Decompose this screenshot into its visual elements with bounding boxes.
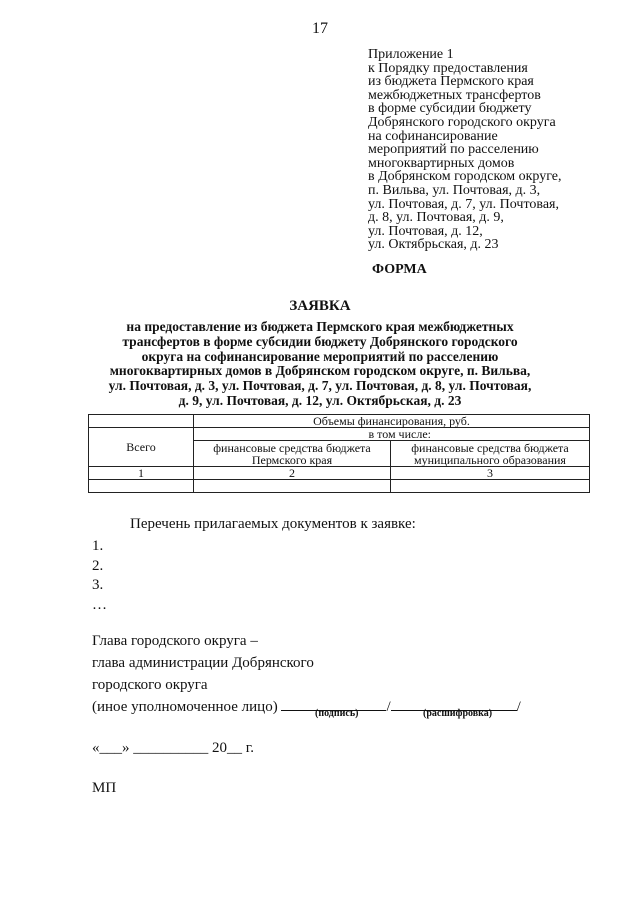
decoding-caption: (расшифровка) (423, 708, 493, 719)
authorized-person-label: (иное уполномоченное лицо) (92, 699, 278, 715)
table-empty-cell (89, 480, 194, 493)
subtitle-line: трансфертов в форме субсидии бюджету Добрянского городского (122, 333, 518, 349)
signatory-title-line: городского округа (92, 677, 208, 693)
appendix-line: д. 8, ул. Почтовая, д. 9, (368, 210, 504, 226)
table-header-main: Объемы финансирования, руб. (194, 415, 590, 428)
date-close-quote: » (122, 740, 130, 756)
document-title: ЗАЯВКА (289, 298, 351, 314)
table-header-total: Всего (89, 428, 194, 467)
table-column-number: 1 (89, 467, 194, 480)
documents-list-title: Перечень прилагаемых документов к заявке: (130, 516, 416, 532)
separator-slash: / (516, 699, 521, 715)
list-item: 2. (92, 557, 104, 574)
separator-slash: / (386, 699, 391, 715)
subtitle-line: округа на софинансирование мероприятий по расселению (141, 348, 499, 364)
appendix-line: ул. Почтовая, д. 12, (368, 223, 483, 239)
appendix-line: в форме субсидии бюджету (368, 101, 532, 117)
date-year-prefix: 20 (212, 740, 227, 756)
signatory-title-line: Глава городского округа – (92, 633, 258, 649)
subtitle-line: ул. Почтовая, д. 3, ул. Почтовая, д. 7, ул. Почтовая, д. 8, ул. Почтовая, (108, 378, 532, 394)
list-item: 1. (92, 538, 104, 554)
signature-caption: (подпись) (315, 708, 359, 719)
appendix-line: межбюджетных трансфертов (368, 87, 541, 103)
table-column-number: 3 (391, 467, 590, 480)
appendix-line: к Порядку предоставления (368, 60, 528, 76)
table-empty-cell (391, 480, 590, 493)
appendix-line: на софинансирование (368, 128, 498, 144)
form-label: ФОРМА (372, 262, 427, 277)
appendix-line: Добрянского городского округа (368, 114, 556, 130)
date-day-blank: ___ (99, 740, 122, 756)
subtitle-line: многоквартирных домов в Добрянском городском округе, п. Вильва, (109, 363, 531, 379)
date-year-suffix: г. (245, 740, 254, 756)
appendix-line: ул. Почтовая, д. 7, ул. Почтовая, (368, 196, 559, 212)
table-header-municipal-funds: финансовые средства бюджета муниципального образования (391, 441, 590, 467)
date-month-blank: __________ (133, 740, 209, 756)
appendix-line: п. Вильва, ул. Почтовая, д. 3, (368, 182, 541, 198)
date-open-quote: « (92, 740, 100, 756)
appendix-line: в Добрянском городском округе, (368, 169, 562, 185)
signature-block (92, 630, 521, 718)
appendix-line: мероприятий по расселению (368, 142, 539, 158)
list-item: … (92, 596, 107, 613)
appendix-line: из бюджета Пермского края (368, 74, 534, 90)
subtitle-line: на предоставление из бюджета Пермского края межбюджетных (126, 319, 514, 334)
document-subtitle (78, 320, 562, 409)
subtitle-line: д. 9, ул. Почтовая, д. 12, ул. Октябрьская, д. 23 (178, 392, 462, 408)
date-line (92, 740, 254, 757)
page-number: 17 (312, 20, 328, 37)
appendix-line: многоквартирных домов (368, 155, 515, 171)
table-header-region-funds: финансовые средства бюджета Пермского края (194, 441, 391, 467)
appendix-line: Приложение 1 (368, 47, 454, 62)
list-item: 3. (92, 577, 104, 593)
appendix-line: ул. Октябрьская, д. 23 (368, 237, 499, 253)
table-column-number: 2 (194, 467, 391, 480)
date-year-blank: __ (227, 740, 242, 756)
table-header-including: в том числе: (194, 428, 590, 441)
financing-table (88, 414, 590, 493)
table-blank-cell (89, 415, 194, 428)
documents-list (92, 537, 107, 615)
appendix-reference (368, 48, 628, 252)
signatory-title-line: глава администрации Добрянского (92, 655, 314, 671)
stamp-place: МП (92, 780, 117, 796)
table-empty-cell (194, 480, 391, 493)
